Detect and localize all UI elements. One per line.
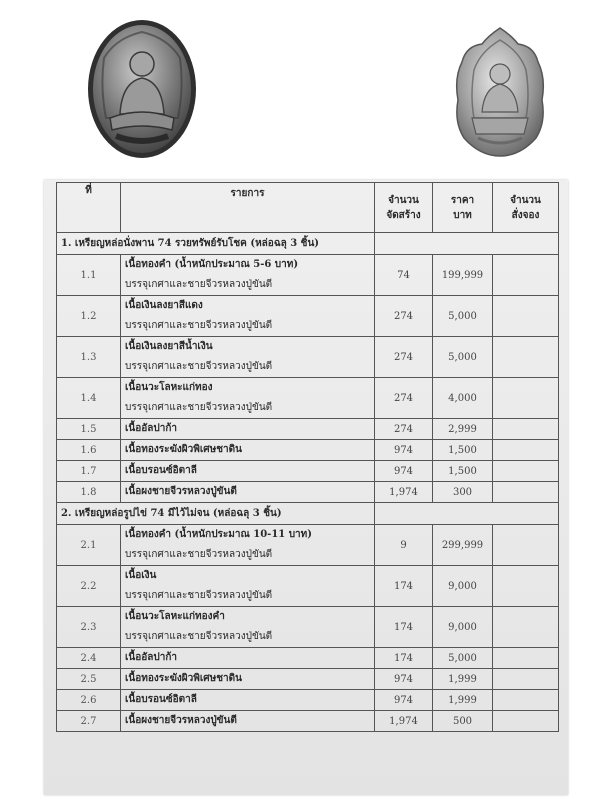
item-quantity: 974 [375, 440, 433, 461]
item-price: 1,999 [433, 669, 493, 690]
header-quantity [375, 183, 433, 233]
item-price: 9,000 [433, 566, 493, 607]
item-number: 1.4 [57, 378, 121, 419]
header-quantity-line1: จำนวน [388, 194, 419, 206]
item-material: เนื้อบรอนซ์อิตาลี [125, 694, 197, 705]
oval-monk-medal-image [86, 18, 198, 160]
item-price: 1,500 [433, 461, 493, 482]
item-order-cell[interactable] [493, 337, 559, 378]
item-description [121, 648, 375, 669]
header-price [433, 183, 493, 233]
item-price: 4,000 [433, 378, 493, 419]
table-row [57, 337, 559, 378]
item-order-cell[interactable] [493, 296, 559, 337]
item-quantity: 974 [375, 690, 433, 711]
header-order [493, 183, 559, 233]
item-material: เนื้อบรอนซ์อิตาลี [125, 465, 197, 476]
item-order-cell[interactable] [493, 669, 559, 690]
item-note: บรรจุเกศาและชายจีวรหลวงปู่ขันตี [125, 549, 273, 560]
item-order-cell[interactable] [493, 482, 559, 503]
item-description [121, 337, 375, 378]
header-order-line1: จำนวน [510, 194, 541, 206]
item-quantity: 1,974 [375, 482, 433, 503]
item-description [121, 461, 375, 482]
item-description [121, 296, 375, 337]
item-number: 1.1 [57, 255, 121, 296]
item-quantity: 74 [375, 255, 433, 296]
item-number: 2.7 [57, 711, 121, 732]
item-description [121, 482, 375, 503]
item-description [121, 607, 375, 648]
table-row [57, 296, 559, 337]
item-price: 500 [433, 711, 493, 732]
table-row [57, 482, 559, 503]
table-row [57, 690, 559, 711]
item-order-cell[interactable] [493, 378, 559, 419]
table-row [57, 648, 559, 669]
table-row [57, 566, 559, 607]
item-order-cell[interactable] [493, 255, 559, 296]
item-material: เนื้อทองคำ (น้ำหนักประมาณ 10-11 บาท) [125, 529, 312, 540]
section-filler-cell [375, 503, 559, 525]
section-title: 1. เหรียญหล่อนั่งพาน 74 รวยทรัพย์รับโชค (หล่อฉลุ 3 ชิ้น) [57, 233, 375, 255]
item-material: เนื้อทองระฆังผิวพิเศษชาดิน [125, 673, 242, 684]
item-number: 2.4 [57, 648, 121, 669]
item-price: 1,500 [433, 440, 493, 461]
item-price: 299,999 [433, 525, 493, 566]
item-number: 1.6 [57, 440, 121, 461]
item-price: 199,999 [433, 255, 493, 296]
item-number: 1.8 [57, 482, 121, 503]
item-price: 5,000 [433, 648, 493, 669]
item-number: 2.3 [57, 607, 121, 648]
item-note: บรรจุเกศาและชายจีวรหลวงปู่ขันตี [125, 402, 273, 413]
item-description [121, 440, 375, 461]
item-order-cell[interactable] [493, 419, 559, 440]
item-order-cell[interactable] [493, 525, 559, 566]
item-note: บรรจุเกศาและชายจีวรหลวงปู่ขันตี [125, 590, 273, 601]
header-quantity-line2: จัดสร้าง [386, 209, 421, 221]
price-table [56, 182, 559, 732]
table-header-row [57, 183, 559, 233]
item-order-cell[interactable] [493, 607, 559, 648]
item-material: เนื้อนวะโลหะแก่ทอง [125, 382, 213, 393]
item-price: 5,000 [433, 337, 493, 378]
item-description [121, 255, 375, 296]
item-note: บรรจุเกศาและชายจีวรหลวงปู่ขันตี [125, 279, 273, 290]
item-description [121, 419, 375, 440]
item-order-cell[interactable] [493, 648, 559, 669]
item-order-cell[interactable] [493, 690, 559, 711]
item-description [121, 378, 375, 419]
table-body [57, 233, 559, 732]
item-material: เนื้ออัลปาก้า [125, 423, 178, 434]
header-order-line2: สั่งจอง [511, 209, 540, 221]
item-note: บรรจุเกศาและชายจีวรหลวงปู่ขันตี [125, 361, 273, 372]
item-quantity: 1,974 [375, 711, 433, 732]
item-quantity: 274 [375, 419, 433, 440]
item-number: 2.5 [57, 669, 121, 690]
item-number: 1.3 [57, 337, 121, 378]
item-material: เนื้อผงชายจีวรหลวงปู่ขันตี [125, 486, 237, 497]
shield-monk-medal-image [450, 26, 550, 158]
item-quantity: 9 [375, 525, 433, 566]
item-quantity: 274 [375, 296, 433, 337]
header-items: รายการ [121, 183, 375, 233]
item-price: 2,999 [433, 419, 493, 440]
item-order-cell[interactable] [493, 566, 559, 607]
table-row [57, 255, 559, 296]
item-description [121, 690, 375, 711]
item-number: 2.2 [57, 566, 121, 607]
item-material: เนื้อเงินลงยาสีน้ำเงิน [125, 341, 213, 352]
header-no: ที่ [57, 183, 121, 233]
item-quantity: 274 [375, 378, 433, 419]
table-row [57, 669, 559, 690]
item-material: เนื้อเงิน [125, 570, 157, 581]
item-number: 2.6 [57, 690, 121, 711]
item-price: 1,999 [433, 690, 493, 711]
header-price-line1: ราคา [450, 194, 475, 206]
section-filler-cell [375, 233, 559, 255]
table-row [57, 440, 559, 461]
item-number: 2.1 [57, 525, 121, 566]
table-row [57, 607, 559, 648]
item-price: 9,000 [433, 607, 493, 648]
item-material: เนื้อทองคำ (น้ำหนักประมาณ 5-6 บาท) [125, 259, 299, 270]
item-description [121, 669, 375, 690]
item-quantity: 174 [375, 566, 433, 607]
table-row [57, 419, 559, 440]
item-order-cell[interactable] [493, 440, 559, 461]
item-number: 1.5 [57, 419, 121, 440]
item-number: 1.2 [57, 296, 121, 337]
item-quantity: 274 [375, 337, 433, 378]
price-list-paper [44, 180, 568, 795]
item-material: เนื้ออัลปาก้า [125, 652, 178, 663]
section-row [57, 233, 559, 255]
section-row [57, 503, 559, 525]
item-description [121, 566, 375, 607]
item-material: เนื้อเงินลงยาสีแดง [125, 300, 203, 311]
item-price: 5,000 [433, 296, 493, 337]
item-quantity: 174 [375, 607, 433, 648]
item-material: เนื้อทองระฆังผิวพิเศษชาดิน [125, 444, 242, 455]
item-price: 300 [433, 482, 493, 503]
item-description [121, 711, 375, 732]
section-title: 2. เหรียญหล่อรูปไข่ 74 มีไว้ไม่จน (หล่อฉลุ 3 ชิ้น) [57, 503, 375, 525]
item-number: 1.7 [57, 461, 121, 482]
item-material: เนื้อผงชายจีวรหลวงปู่ขันตี [125, 715, 237, 726]
item-quantity: 974 [375, 669, 433, 690]
item-order-cell[interactable] [493, 711, 559, 732]
table-row [57, 378, 559, 419]
table-row [57, 711, 559, 732]
item-quantity: 974 [375, 461, 433, 482]
item-quantity: 174 [375, 648, 433, 669]
item-note: บรรจุเกศาและชายจีวรหลวงปู่ขันตี [125, 631, 273, 642]
item-order-cell[interactable] [493, 461, 559, 482]
item-material: เนื้อนวะโลหะแก่ทองคำ [125, 611, 225, 622]
item-note: บรรจุเกศาและชายจีวรหลวงปู่ขันตี [125, 320, 273, 331]
table-row [57, 461, 559, 482]
item-description [121, 525, 375, 566]
table-row [57, 525, 559, 566]
header-price-line2: บาท [453, 209, 472, 221]
